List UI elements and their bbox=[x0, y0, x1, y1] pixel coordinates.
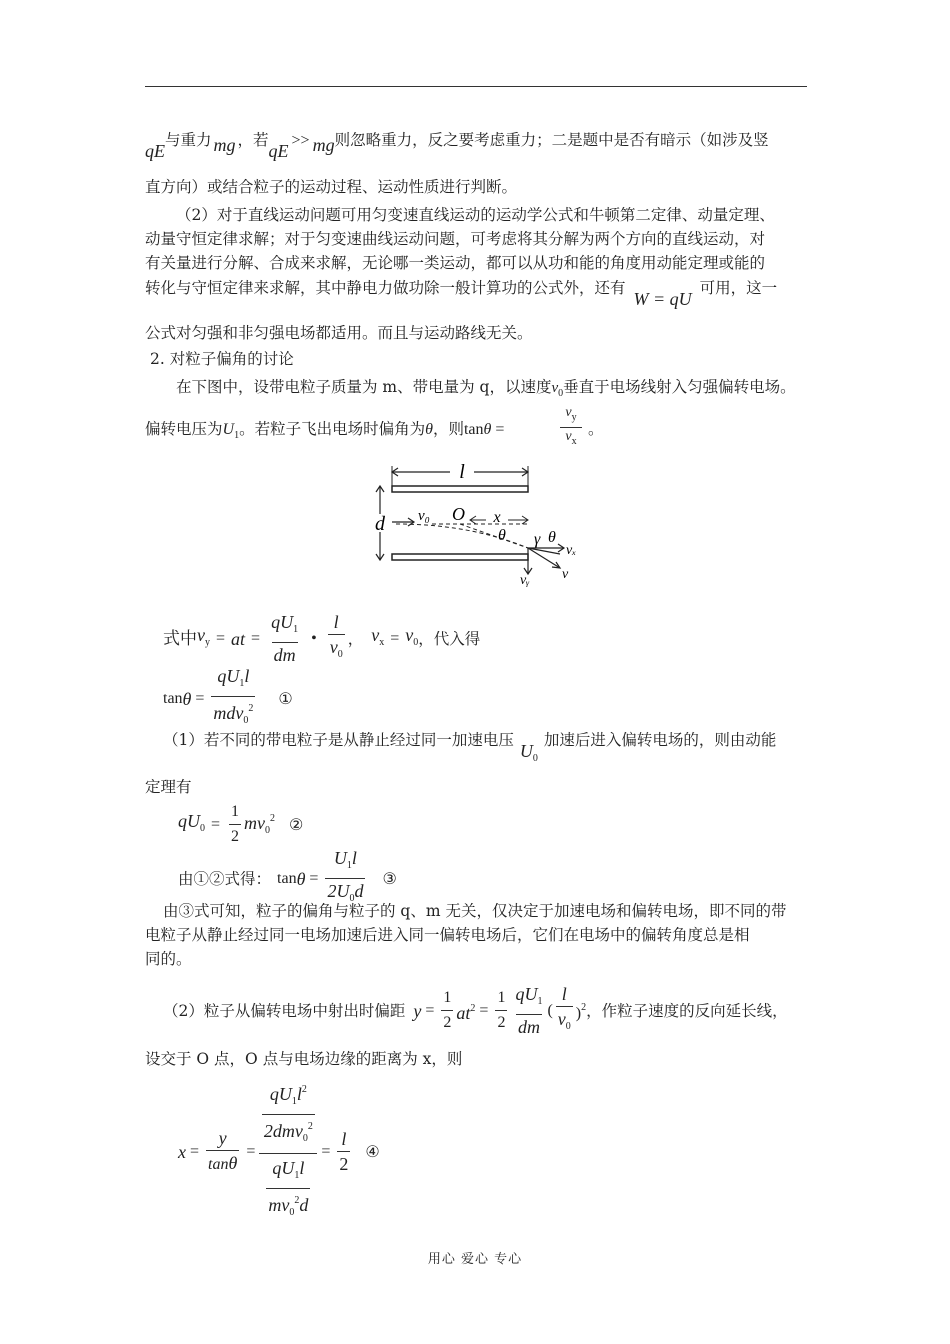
vy-equation: 式中 $v_y$ = at = $\frac{qU_1}{dm}$ • $\frac{l}{v_0}$ ， $v_x$ = $v_0$ ，代入得 bbox=[163, 612, 481, 665]
intro-text: 偏转电压为 bbox=[145, 420, 223, 438]
para2-line3: 有关量进行分解、合成来求解，无论哪一类运动，都可以从功和能的角度用动能定理或能的 bbox=[145, 254, 766, 272]
formula-gg: >> bbox=[291, 132, 310, 149]
header-rule bbox=[145, 86, 807, 87]
part1-text: （1）若不同的带电粒子是从静止经过同一加速电压 bbox=[163, 731, 514, 749]
equation-3: 由①②式得： tan θ = $\frac{U_1l}{2U_0d}$ ③ bbox=[178, 846, 397, 911]
derive-text: 由①②式得： bbox=[178, 869, 272, 888]
part2-text: ，作粒子速度的反向延长线， bbox=[586, 1001, 788, 1020]
section-intro-line1: 在下图中，设带电粒子质量为 m、带电量为 q，以速度$v_0$垂直于电场线射入匀强偏转电场。 bbox=[176, 378, 796, 399]
para2-line1: （2）对于直线运动问题可用匀变速直线运动的运动学公式和牛顿第二定律、动量定理、 bbox=[176, 206, 775, 224]
where-text: ，代入得 bbox=[418, 629, 481, 648]
conclusion-line1: 由③式可知，粒子的偏角与粒子的 q、m 无关，仅决定于加速电场和偏转电场，即不同的带 bbox=[163, 902, 787, 920]
eq-number-2: ② bbox=[289, 814, 304, 834]
eq-number-1: ① bbox=[278, 688, 293, 708]
equation-1: tan θ = $\frac{qU_1l}{mdv_0^2}$ ① bbox=[163, 664, 293, 733]
part1-text: 加速后进入偏转电场的，则由动能 bbox=[543, 731, 777, 749]
part1-line1: （1）若不同的带电粒子是从静止经过同一加速电压$U_0$加速后进入偏转电场的，则由动能 bbox=[163, 731, 777, 764]
label-d: d bbox=[375, 513, 385, 535]
label-O: O bbox=[452, 504, 465, 524]
equation-2: $qU_0$ = $\frac{1}{2}$ $mv_0^2$ ② bbox=[178, 800, 303, 849]
label-theta: θ bbox=[498, 527, 506, 544]
deflection-diagram bbox=[370, 458, 600, 588]
para1-text: 则忽略重力，反之要考虑重力；二是题中是否有暗示（如涉及竖 bbox=[334, 131, 769, 149]
para2-line4 bbox=[145, 276, 778, 309]
part2-line1: （2）粒子从偏转电场中射出时偏距 y = $\frac{1}{2}$ $at^2$ = $\frac{1}{2}$ $\frac{qU_1}{dm}$ ( $\frac{l}{v_0}$ )$^2$ ，作粒子速度的反向延长线， bbox=[163, 984, 788, 1037]
label-x: x bbox=[493, 509, 501, 526]
intro-text: 在下图中，设带电粒子质量为 m、带电量为 q，以速度 bbox=[176, 378, 552, 396]
para1-line2: 直方向）或结合粒子的运动过程、运动性质进行判断。 bbox=[145, 178, 518, 196]
intro-text: 垂直于电场线射入匀强偏转电场。 bbox=[563, 378, 796, 396]
page-footer: 用心 爱心 专心 bbox=[427, 1252, 523, 1267]
formula-W-qU: W = qU bbox=[633, 289, 692, 309]
equation-4: x = $\frac{y}{\tan\theta}$ = $\frac{qU_1l^2}{2dmv_0^2}$ $\frac{qU_1l}{mv_0^2d}$ = $\frac{l}{2}$ ④ bbox=[178, 1078, 380, 1225]
where-text: ， bbox=[347, 629, 364, 648]
part2-line2: 设交于 O 点，O 点与电场边缘的距离为 x，则 bbox=[145, 1050, 463, 1068]
part2-text: （2）粒子从偏转电场中射出时偏距 bbox=[163, 1001, 406, 1020]
para2-line2: 动量守恒定律求解；对于匀变速曲线运动问题，可考虑将其分解为两个方向的直线运动，对 bbox=[145, 230, 766, 248]
intro-text: ，则 bbox=[432, 420, 464, 438]
para1-text: ，若 bbox=[237, 131, 269, 149]
part1-line2: 定理有 bbox=[145, 778, 192, 796]
eq-number-3: ③ bbox=[382, 868, 397, 888]
label-v: v bbox=[562, 567, 569, 582]
conclusion-line3: 同的。 bbox=[145, 950, 192, 968]
para2-line5: 公式对匀强和非匀强电场都适用。而且与运动路线无关。 bbox=[145, 324, 533, 342]
lower-plate bbox=[392, 554, 528, 560]
eq-number-4: ④ bbox=[365, 1141, 380, 1161]
label-gamma: γ bbox=[534, 531, 541, 548]
formula-mg-2: mg bbox=[312, 135, 335, 155]
para2-text: 转化与守恒定律来求解，其中静电力做功除一般计算功的公式外，还有 bbox=[145, 279, 626, 297]
section-intro-line2: 偏转电压为$U_1$。若粒子飞出电场时偏角为θ，则tanθ = bbox=[145, 420, 505, 441]
para1-line1 bbox=[145, 128, 769, 161]
label-vy: vᵧ bbox=[520, 573, 530, 588]
fraction-vy-vx: $v_y$ $v_x$ bbox=[560, 404, 582, 451]
label-l: l bbox=[459, 461, 465, 483]
formula-qE: qE bbox=[145, 141, 165, 161]
label-vx: vₓ bbox=[566, 543, 577, 558]
label-theta2: θ bbox=[548, 529, 556, 546]
upper-plate bbox=[392, 486, 528, 492]
formula-qE-2: qE bbox=[268, 141, 289, 161]
formula-mg: mg bbox=[213, 135, 236, 155]
para2-text: 可用，这一 bbox=[699, 279, 778, 297]
para1-text: 与重力 bbox=[165, 131, 212, 149]
section-heading: 2. 对粒子偏角的讨论 bbox=[150, 350, 294, 368]
where-text: 式中 bbox=[163, 628, 197, 649]
label-v0: v₀ bbox=[418, 508, 430, 524]
period: 。 bbox=[588, 420, 604, 438]
conclusion-line2: 电粒子从静止经过同一电场加速后进入同一偏转电场后，它们在电场中的偏转角度总是相 bbox=[145, 926, 750, 944]
intro-text: 。若粒子飞出电场时偏角为 bbox=[239, 420, 426, 438]
